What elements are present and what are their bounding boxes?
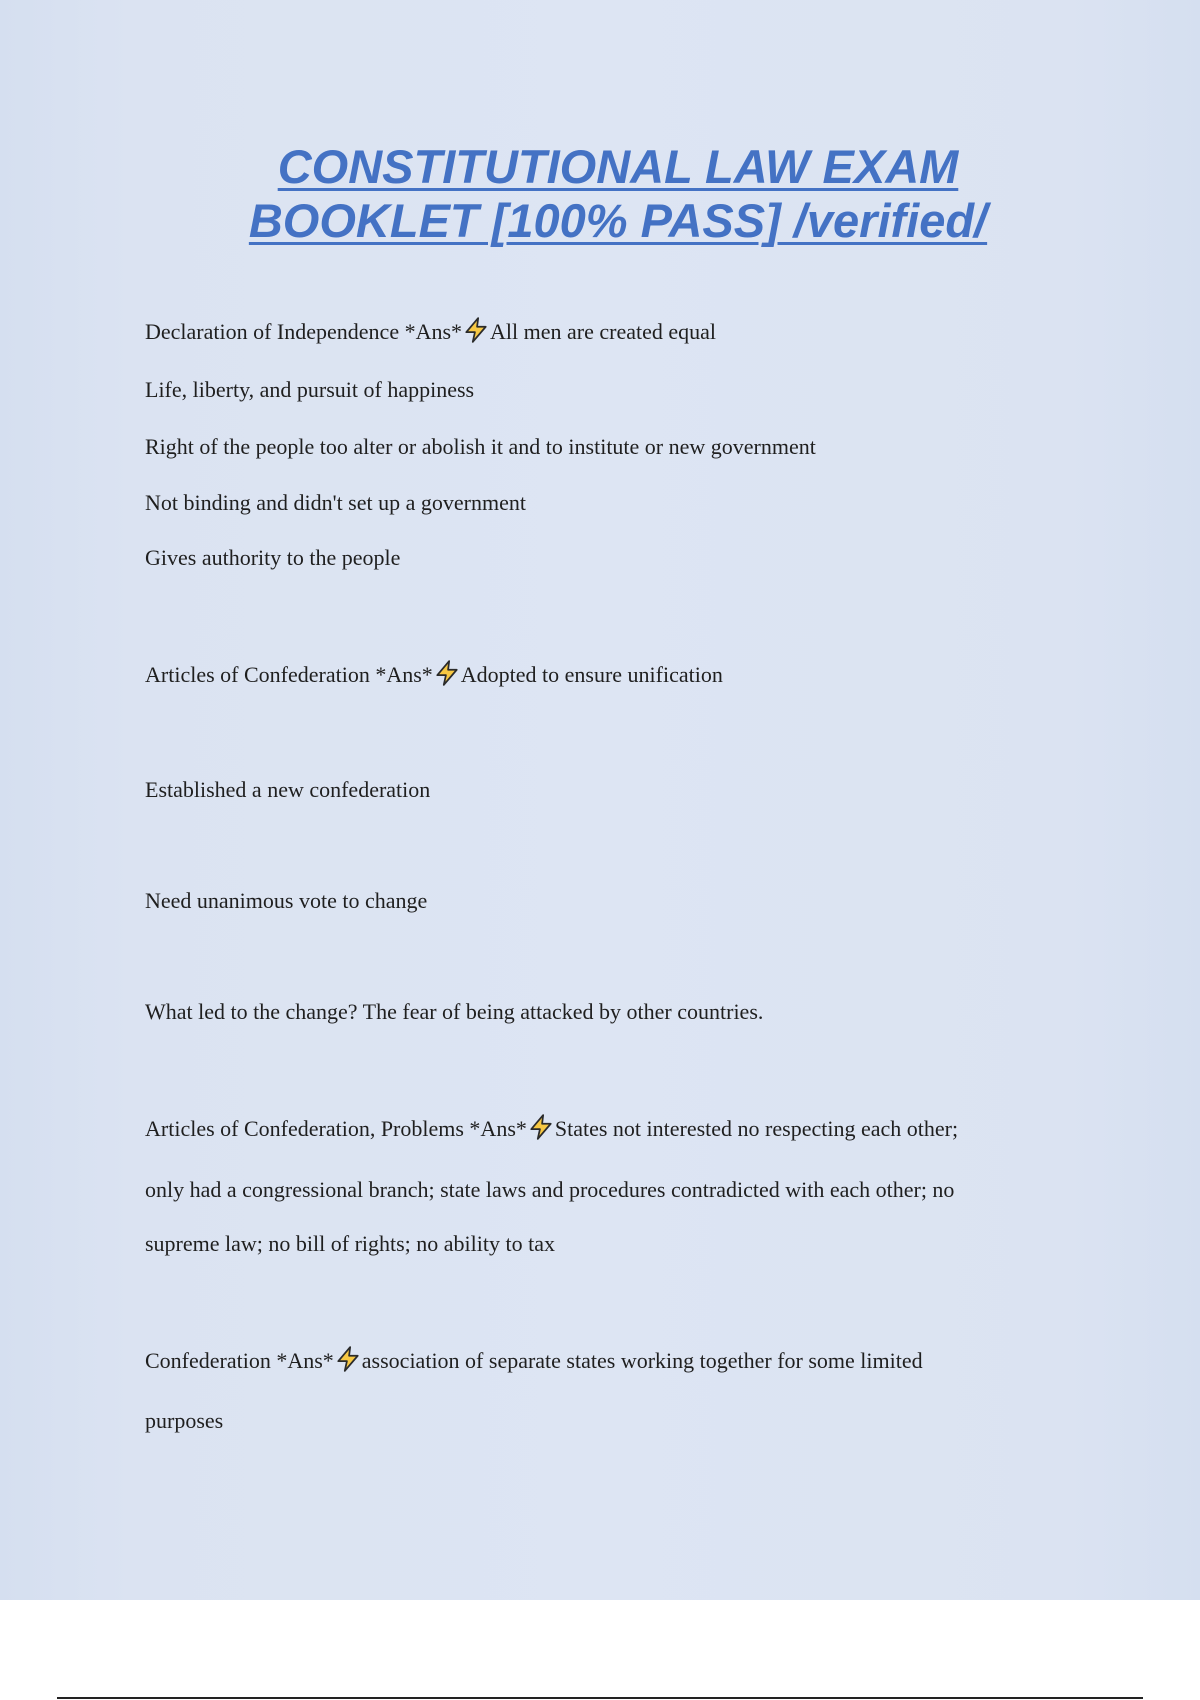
lightning-bolt-icon <box>528 1114 554 1140</box>
title-line-2: BOOKLET [100% PASS] /verified/ <box>248 194 988 247</box>
entry-answer: States not interested no respecting each other; <box>554 1116 959 1141</box>
document-title <box>0 140 1200 248</box>
entry-term: Declaration of Independence *Ans* <box>145 319 463 344</box>
lightning-bolt-icon <box>463 317 489 343</box>
entry-answer: All men are created equal <box>490 319 717 344</box>
entry-line: Life, liberty, and pursuit of happiness <box>145 377 475 402</box>
entry-answer: Adopted to ensure unification <box>460 662 723 687</box>
entry-line: Right of the people too alter or abolish it and to institute or new government <box>145 434 816 459</box>
entry-line: Not binding and didn't set up a government <box>145 490 526 515</box>
entry-term: Confederation *Ans* <box>145 1348 334 1373</box>
entry-line: What led to the change? The fear of being attacked by other countries. <box>145 999 764 1024</box>
entry-question <box>145 1346 923 1374</box>
entry-line: Gives authority to the people <box>145 545 401 570</box>
entry-line: purposes <box>145 1408 224 1433</box>
entry-question <box>145 1114 958 1142</box>
entry-line: Established a new confederation <box>145 777 431 802</box>
title-line-1: CONSTITUTIONAL LAW EXAM <box>277 140 959 193</box>
entry-question <box>145 317 716 345</box>
entry-line: Need unanimous vote to change <box>145 888 428 913</box>
lightning-bolt-icon <box>335 1346 361 1372</box>
lightning-bolt-icon <box>434 660 460 686</box>
entry-term: Articles of Confederation *Ans* <box>145 662 433 687</box>
entry-answer: association of separate states working together for some limited <box>361 1348 923 1373</box>
entry-term: Articles of Confederation, Problems *Ans* <box>145 1116 527 1141</box>
entry-line: only had a congressional branch; state laws and procedures contradicted with each other; no <box>145 1177 955 1202</box>
footer-divider <box>57 1697 1143 1699</box>
entry-line: supreme law; no bill of rights; no ability to tax <box>145 1231 555 1256</box>
entry-question <box>145 660 723 688</box>
